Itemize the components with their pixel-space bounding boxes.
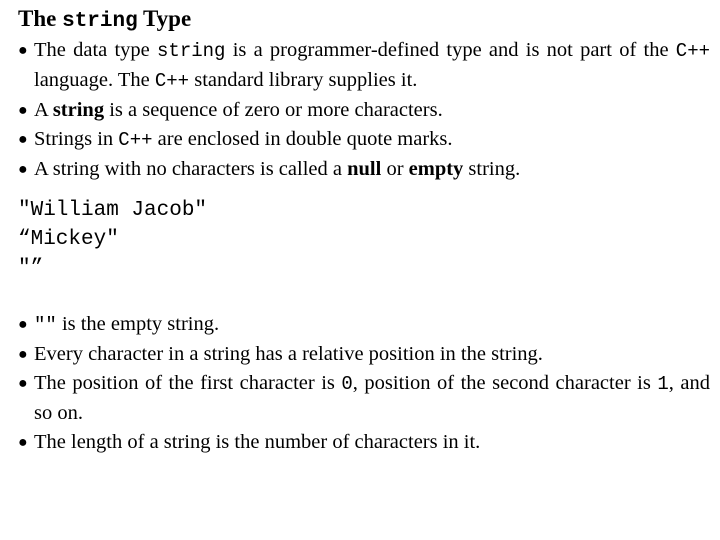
bullet-item: ● The data type string is a programmer-defined type and is not part of the C++ language. The C++ standard library supplies it. [18,36,710,96]
bullet-icon: ● [18,42,28,59]
title-code: string [62,10,138,33]
bullet-item: ● Strings in C++ are enclosed in double quote marks. [18,125,710,155]
bullet-icon: ● [18,316,28,333]
bullet-icon: ● [18,346,28,363]
bullet-icon: ● [18,131,28,148]
bullet-list-top [18,36,710,184]
bullet-item: ● "" is the empty string. [18,310,710,340]
bullet-item: ● A string is a sequence of zero or more characters. [18,96,710,125]
bullet-icon: ● [18,161,28,178]
bullet-item: ● Every character in a string has a relative position in the string. [18,340,710,369]
slide-title: The string Type [18,6,192,33]
example-line: "William Jacob" [18,199,208,222]
example-line: “Mickey" [18,228,119,251]
bullet-item: ● The position of the first character is 0, position of the second character is 1, and so on. [18,369,710,428]
bullet-item: ● A string with no characters is called a null or empty string. [18,155,710,184]
bullet-list-bottom [18,310,710,457]
string-examples [18,196,207,283]
bullet-icon: ● [18,434,28,451]
example-line: "” [18,257,44,280]
bullet-icon: ● [18,102,28,119]
bullet-item: ● The length of a string is the number of characters in it. [18,428,710,457]
bullet-icon: ● [18,375,28,392]
